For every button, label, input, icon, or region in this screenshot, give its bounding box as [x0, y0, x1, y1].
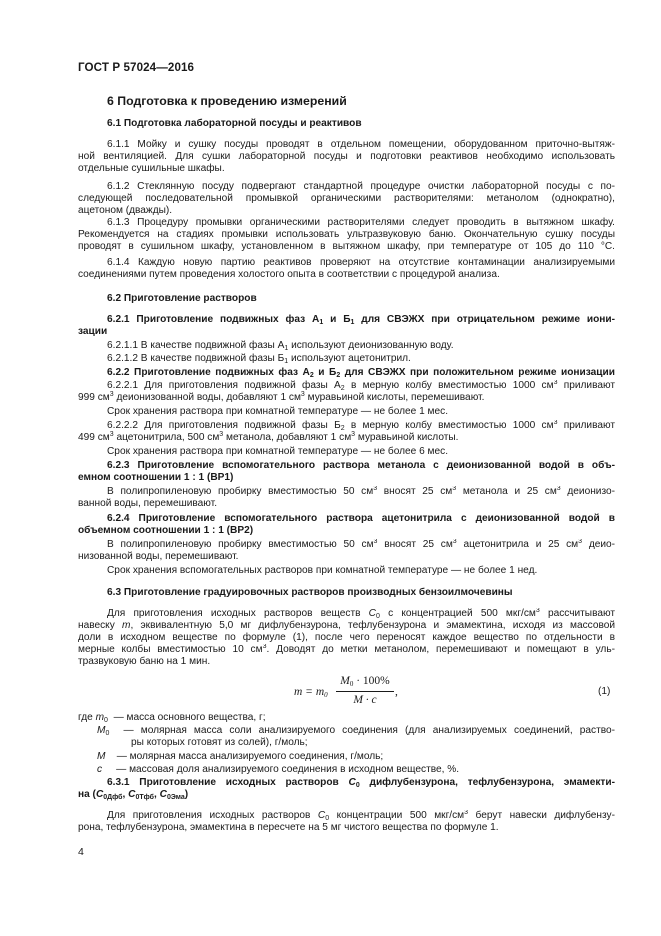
formula-number: (1): [598, 686, 611, 697]
text-line: 6.3.1 Приготовление исходных растворов $С_0$ дифлубензурона, тефлубензурона, эмамекти-: [107, 777, 615, 789]
text-line: ной вентиляцией. Для сушки лабораторной посуды и подготовки реактивов необходимо использовать: [78, 151, 615, 162]
text-line: В полипропиленовую пробирку вместимостью 50 $см^3$ вносят 25 $см^3$ метанола и 25 $см^3$ деионизо-: [107, 486, 615, 497]
text-line: 6.2.2.2 Для приготовления подвижной фазы $Б_2$ в мерную колбу вместимостью 1000 $см^3$ приливают: [107, 420, 615, 432]
formula-denominator: M · c: [353, 694, 377, 706]
text-line: 6.1.4 Каждую новую партию реактивов проверяют на отсутствие контаминации анализируемыми: [107, 257, 615, 268]
text-line: емном соотношении 1 : 1 (ВР1): [78, 472, 234, 483]
text-line: следующей последовательной промывкой органическими растворителями: метанолом (однократно),: [78, 193, 615, 204]
text-line: ры которых готовят из солей), г/моль;: [131, 737, 308, 748]
text-line: 6.2.1 Приготовление подвижных фаз $А_1$ и $Б_1$ для СВЭЖХ при отрицательном режиме иони-: [107, 314, 615, 326]
text-line: ванной воды, перемешивают.: [78, 498, 218, 509]
text-line: низованной воды, перемешивают.: [78, 551, 239, 562]
text-line: проводят в сушильном шкафу, установленном в вытяжном шкафу, при температуре от 105 до 110 °С.: [78, 241, 615, 252]
text-line: 6.1.1 Мойку и сушку посуды проводят в отдельном помещении, оборудованном приточно-вытяж-: [107, 139, 615, 150]
text-line: 6.2.1.1 В качестве подвижной фазы $А_1$ используют деионизованную воду.: [107, 340, 454, 352]
text-line: В полипропиленовую пробирку вместимостью 50 $см^3$ вносят 25 $см^3$ ацетонитрила и 25 $см^3$ деио-: [107, 539, 615, 550]
text-line: Срок хранения вспомогательных растворов при комнатной температуре — не более 1 нед.: [107, 565, 538, 576]
text-line: доли в исходном веществе по формуле (1), после чего переносят каждое вещество по отдельности в: [78, 632, 615, 643]
text-line: 6.2.2.1 Для приготовления подвижной фазы $А_2$ в мерную колбу вместимостью 1000 $см^3$ приливают: [107, 380, 615, 392]
text-line: 6.1.3 Процедуру промывки органическими растворителями следует проводить в вытяжном шкафу.: [107, 217, 615, 228]
text-line: ацетоном (дважды).: [78, 205, 173, 216]
text-line: рона, тефлубензурона, эмамектина в пересчете на 5 мг чистого вещества по формуле 1.: [78, 822, 499, 833]
text-line: 6.2 Приготовление растворов: [107, 293, 257, 304]
text-line: 499 $см^3$ ацетонитрила, 500 $см^3$ метанола, добавляют 1 $см^3$ муравьиной кислоты.: [78, 431, 459, 443]
text-line: навеску m, эквивалентную 5,0 мг дифлубензурона, тефлубензурона и эмамектина, исходя из массовой: [78, 620, 615, 631]
formula-comma: ,: [395, 686, 398, 698]
text-line: 6 Подготовка к проведению измерений: [107, 94, 347, 108]
formula-lhs: $m = m_0$: [294, 686, 328, 699]
text-line: объемном соотношении 1 : 1 (ВР2): [78, 525, 254, 536]
text-line: 6.2.3 Приготовление вспомогательного раствора метанола с деионизованной водой в объ-: [107, 460, 615, 471]
text-line: мерные колбы вместимостью 10 $см^3$. Доводят до метки метанолом, перемешивают и помещают в уль-: [78, 644, 615, 655]
text-line: отдельные сушильные шкафы.: [78, 163, 225, 174]
text-line: где $m_0$ — масса основного вещества, г;: [78, 712, 266, 724]
document-header: ГОСТ Р 57024—2016: [78, 61, 195, 74]
text-line: 6.2.1.2 В качестве подвижной фазы $Б_1$ используют ацетонитрил.: [107, 353, 411, 365]
text-line: Срок хранения раствора при комнатной температуре — не более 1 мес.: [107, 406, 449, 417]
text-line: 6.1.2 Стеклянную посуду подвергают стандартной процедуре очистки лабораторной посуды с по-: [107, 181, 615, 192]
text-line: $M_0$ — молярная масса соли анализируемого соединения (для анализируемых соединений, раство-: [97, 725, 615, 737]
text-line: зации: [78, 326, 108, 337]
text-line: на ($С_{0Дфб}$, $С_{0Тфб}$, $С_{0Эма}$): [78, 789, 189, 801]
text-line: 999 $см^3$ деионизованной воды, добавляют 1 $см^3$ муравьиной кислоты, перемешивают.: [78, 391, 485, 403]
text-line: с — массовая доля анализируемого соединения в исходном веществе, %.: [97, 764, 460, 775]
text-line: 6.1 Подготовка лабораторной посуды и реактивов: [107, 118, 362, 129]
text-line: Рекомендуется на стадиях промывки использовать ультразвуковую баню. Окончательную сушку посуды: [78, 229, 615, 240]
text-line: 6.2.4 Приготовление вспомогательного раствора ацетонитрила с деионизованной водой в: [107, 513, 615, 524]
fraction-bar: [336, 691, 394, 692]
text-line: 6.2.2 Приготовление подвижных фаз $А_2$ и $Б_2$ для СВЭЖХ при положительном режиме ионизации: [107, 367, 615, 379]
page-number: 4: [78, 846, 84, 858]
formula-1: [294, 675, 419, 711]
text-line: Для приготовления исходных растворов веществ $С_0$ с концентрацией 500 мкг/$см^3$ рассчитывают: [107, 608, 615, 620]
text-line: Срок хранения раствора при комнатной температуре — не более 6 мес.: [107, 446, 449, 457]
text-line: Для приготовления исходных растворов $С_0$ концентрации 500 мкг/$см^3$ берут навески дифлубензу-: [107, 810, 615, 822]
text-line: соединениями путем проведения холостого опыта в соответствии с процедурой анализа.: [78, 269, 500, 280]
formula-numerator: $M_0 \cdot 100\%$: [340, 675, 390, 688]
text-line: 6.3 Приготовление градуировочных растворов производных бензоилмочевины: [107, 587, 513, 598]
text-line: тразвуковую баню на 1 мин.: [78, 656, 211, 667]
text-line: M — молярная масса анализируемого соединения, г/моль;: [97, 751, 384, 762]
